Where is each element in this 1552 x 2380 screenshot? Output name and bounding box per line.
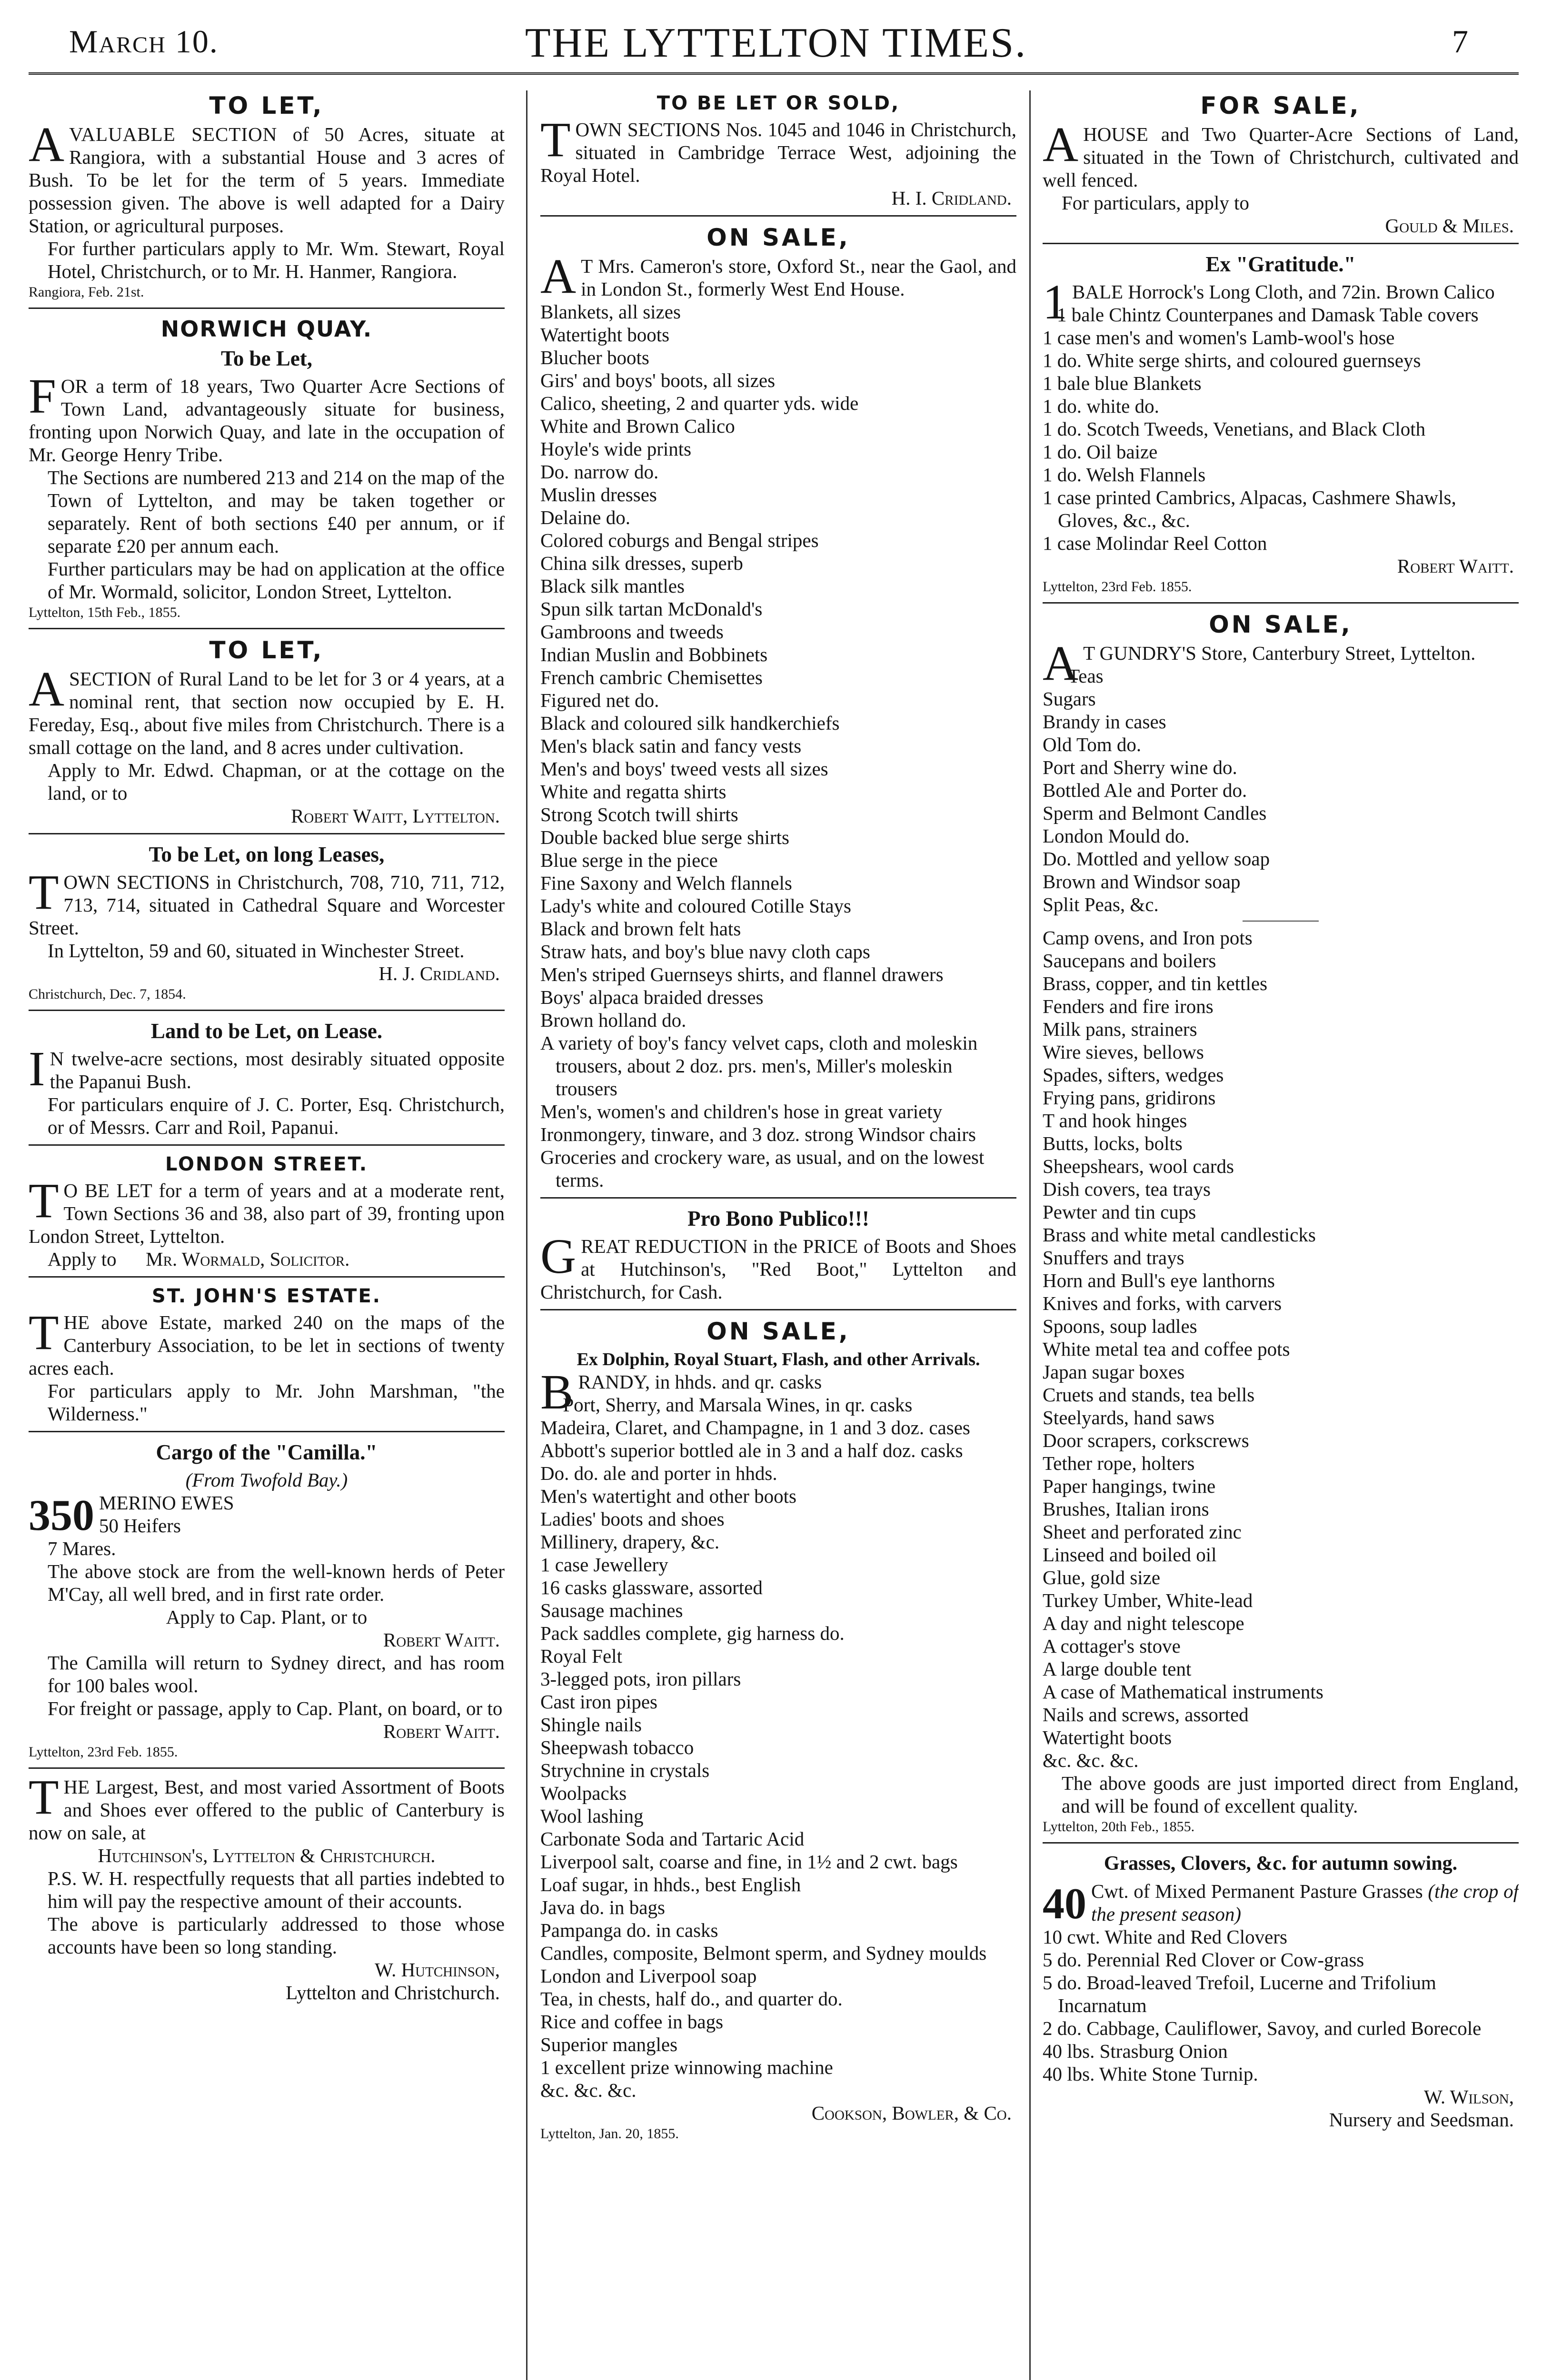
advert-rule [540,1197,1016,1199]
list-item: Port, Sherry, and Marsala Wines, in qr. casks [563,1394,913,1416]
list-item: Men's watertight and other boots [540,1485,797,1507]
list-item: Shingle nails [540,1714,642,1735]
advert-rule [29,1767,505,1769]
advert-rule [1043,1842,1519,1844]
list-item: Carbonate Soda and Tartaric Acid [540,1828,805,1850]
list-item: Superior mangles [540,2033,678,2055]
drop-cap: 1 [1043,275,1067,329]
list-item: Wire sieves, bellows [1043,1041,1204,1063]
advert-heading: Cargo of the "Camilla." [156,1440,378,1464]
advert-body: The Sections are numbered 213 and 214 on the map of the Town of Lyttelton, and may be taken together or separately. Rent of both sections £40 per annum, or if separate £20 per annum each. [48,466,505,557]
list-item: Java do. in bags [540,1896,665,1918]
stock-line: MERINO EWES [99,1492,234,1514]
list-item: Colored coburgs and Bengal stripes [540,529,819,551]
advert-land-lease [29,1018,505,1139]
advert-signature: Robert Waitt. [383,1720,500,1742]
list-item: Steelyards, hand saws [1043,1407,1214,1428]
advert-body: Further particulars may be had on application at the office of Mr. Wormald, solicitor, London Street, Lyttelton. [48,558,505,603]
advert-heading: ST. JOHN'S ESTATE. [152,1285,381,1307]
advert-rule [29,1144,505,1146]
list-item: London Mould do. [1043,825,1190,847]
list-item: Dish covers, tea trays [1043,1178,1211,1200]
column-1 [29,90,505,2380]
list-item: Delaine do. [540,506,630,528]
advert-cameron-store [540,223,1016,1191]
advert-rule [1043,602,1519,604]
list-item: Spades, sifters, wedges [1043,1064,1224,1086]
advert-hutchinson-boots [29,1770,505,2004]
advert-signature: Cookson, Bowler, & Co. [811,2102,1012,2124]
list-item: Fine Saxony and Welch flannels [540,872,792,894]
list-item: Men's black satin and fancy vests [540,735,802,757]
list-item: Wool lashing [540,1805,644,1827]
list-item: Brown holland do. [540,1009,686,1031]
list-item: 1 do. Welsh Flannels [1043,464,1206,486]
advert-pro-bono-publico [540,1205,1016,1303]
list-item: Calico, sheeting, 2 and quarter yds. wide [540,392,859,414]
advert-body: For particulars apply to Mr. John Marshman, "the Wilderness." [48,1380,505,1425]
list-item: 1 do. White serge shirts, and coloured guernseys [1043,349,1421,371]
advert-body: HE above Estate, marked 240 on the maps of the Canterbury Association, to be let in sections of twenty acres each. [29,1311,505,1379]
list-item: White and regatta shirts [540,781,726,803]
list-item: 3-legged pots, iron pillars [540,1668,741,1690]
advert-heading: LONDON STREET. [165,1153,368,1175]
list-item: 1 case Jewellery [540,1554,668,1576]
list-divider [1243,921,1319,922]
list-item: Horn and Bull's eye lanthorns [1043,1269,1275,1291]
list-item: Old Tom do. [1043,734,1142,755]
advert-date: Christchurch, Dec. 7, 1854. [29,986,186,1002]
list-item: Woolpacks [540,1782,627,1804]
advert-body: OWN SECTIONS in Christchurch, 708, 710, 711, 712, 713, 714, situated in Cathedral Square and Worcester Street. [29,871,505,939]
advert-signature: W. Wilson, [1423,2086,1514,2108]
list-item: 1 do. white do. [1043,395,1159,417]
advert-rule [29,307,505,309]
column-2 [540,90,1016,2380]
list-item: Pack saddles complete, gig harness do. [540,1622,845,1644]
advert-date: Lyttelton, 23rd Feb. 1855. [1043,579,1192,595]
advert-date: Lyttelton, Jan. 20, 1855. [540,2126,679,2142]
stock-line: 50 Heifers [99,1515,181,1537]
list-item: Madeira, Claret, and Champagne, in 1 and 3 doz. cases [540,1417,970,1438]
goods-list [540,300,1016,1191]
advert-heading: Ex "Gratitude." [1205,252,1356,276]
list-item: 1 do. Scotch Tweeds, Venetians, and Black Cloth [1043,418,1426,440]
advert-for-sale-house [1043,91,1519,237]
list-item: 10 cwt. White and Red Clovers [1043,1926,1287,1948]
advert-cookson-bowler [540,1317,1016,2143]
advert-heading: Pro Bono Publico!!! [687,1207,869,1230]
advert-grasses-clovers [1043,1850,1519,2131]
advert-date: Rangiora, Feb. 21st. [29,284,144,300]
list-item: Spoons, soup ladles [1043,1315,1197,1337]
list-item: Knives and forks, with carvers [1043,1292,1282,1314]
list-item: Pampanga do. in casks [540,1919,718,1941]
list-item: Spun silk tartan McDonald's [540,598,763,620]
list-item: 5 do. Perennial Red Clover or Cow-grass [1043,1949,1364,1971]
drop-cap: A [29,117,65,172]
advert-heading: TO LET, [209,92,324,119]
advert-rule [540,1309,1016,1310]
advert-quantity: 40 [1043,1879,1086,1928]
list-item: A large double tent [1043,1658,1192,1680]
list-item: Camp ovens, and Iron pots [1043,927,1253,949]
list-item: Hoyle's wide prints [540,438,692,460]
advert-to-be-let-or-sold [540,91,1016,209]
advert-signature: Robert Waitt, Lyttelton. [291,805,500,827]
list-item: Pewter and tin cups [1043,1201,1196,1223]
drop-cap: B [540,1365,574,1419]
advert-note: (the crop of the present season) [1091,1880,1519,1925]
advert-date: Lyttelton, 23rd Feb. 1855. [29,1744,178,1760]
advert-camilla-cargo [29,1439,505,1762]
list-item: Rice and coffee in bags [540,2011,724,2033]
advert-body: T GUNDRY'S Store, Canterbury Street, Lyttelton. [1083,642,1476,664]
advert-rural-land [29,636,505,827]
advert-body: OR a term of 18 years, Two Quarter Acre Sections of Town Land, advantageously situate for business, fronting upon Norwich Quay, and late in the occupation of Mr. George Henry Tribe. [29,375,505,466]
list-item: 16 casks glassware, assorted [540,1577,763,1598]
advert-rule [29,1431,505,1432]
advert-body: For particulars enquire of J. C. Porter, Esq. Christchurch, or of Messrs. Carr and Roil, Papanui. [48,1093,505,1138]
advert-gundry-store [1043,610,1519,1836]
column-rule [526,90,527,2380]
list-item: Figured net do. [540,689,659,711]
advert-body: P.S. W. H. respectfully requests that all parties indebted to him will pay the respective amount of their accounts. [48,1867,505,1912]
goods-list [1043,664,1519,916]
advert-body: The Camilla will return to Sydney direct, and has room for 100 bales wool. [48,1652,505,1696]
list-item: Cast iron pipes [540,1691,657,1713]
advert-to-let-rangiora [29,91,505,302]
advert-body: O BE LET for a term of years and at a moderate rent, Town Sections 36 and 38, also part of 39, fronting upon London Street, Lyttelton. [29,1180,505,1247]
advert-signature: Gould & Miles. [1385,215,1514,237]
list-item: Sheepshears, wool cards [1043,1155,1234,1177]
list-item: Loaf sugar, in hhds., best English [540,1874,801,1895]
list-item: Japan sugar boxes [1043,1361,1185,1383]
list-item: Ironmongery, tinware, and 3 doz. strong Windsor chairs [540,1123,976,1145]
goods-list [540,1393,1016,2102]
advert-heading: Grasses, Clovers, &c. for autumn sowing. [1104,1853,1458,1874]
list-item: Black silk mantles [540,575,685,597]
advert-body: Apply to Mr. Edwd. Chapman, or at the cottage on the land, or to [48,759,505,804]
advert-rule [29,628,505,629]
list-item: Double backed blue serge shirts [540,826,789,848]
newspaper-title: THE LYTTELTON TIMES. [525,20,1027,66]
list-item: Split Peas, &c. [1043,893,1159,915]
stock-line: 7 Mares. [48,1537,116,1559]
list-item: Boys' alpaca braided dresses [540,986,764,1008]
masthead [0,0,1552,71]
advert-rule [540,215,1016,217]
list-item: Brandy in cases [1043,711,1166,733]
goods-list [1043,926,1519,1772]
advert-signature: Robert Waitt. [1397,555,1514,577]
advert-signature: H. I. Cridland. [891,187,1012,209]
list-item: Strong Scotch twill shirts [540,803,738,825]
list-item: Sheet and perforated zinc [1043,1521,1242,1543]
advert-rule [1043,243,1519,244]
advert-body: N twelve-acre sections, most desirably situated opposite the Papanui Bush. [50,1048,505,1092]
list-item: Black and coloured silk handkerchiefs [540,712,840,734]
advert-body: In Lyttelton, 59 and 60, situated in Winchester Street. [48,940,465,962]
advert-rule [29,1010,505,1011]
advert-date: Lyttelton, 15th Feb., 1855. [29,605,181,620]
drop-cap: T [29,1770,59,1825]
list-item: Strychnine in crystals [540,1759,710,1781]
advert-apply: Apply to [48,1248,117,1270]
advert-body: T Mrs. Cameron's store, Oxford St., near the Gaol, and in London St., formerly West End House. [581,255,1016,300]
advert-body: For freight or passage, apply to Cap. Plant, on board, or to [48,1697,503,1719]
list-item: Glue, gold size [1043,1567,1161,1588]
column-rule [1029,90,1031,2380]
list-item: Tea, in chests, half do., and quarter do. [540,1988,843,2010]
list-item: Royal Felt [540,1645,622,1667]
list-item: White metal tea and coffee pots [1043,1338,1290,1360]
advert-signature: H. J. Cridland. [378,962,500,984]
advert-signature: W. Hutchinson, [375,1959,500,1981]
advert-body: For particulars, apply to [1062,192,1249,214]
advert-heading: ON SALE, [706,224,850,251]
drop-cap: T [29,1305,59,1360]
list-item: T and hook hinges [1043,1110,1187,1131]
list-item: White and Brown Calico [540,415,735,437]
list-item: 5 do. Broad-leaved Trefoil, Lucerne and Trifolium Incarnatum [1043,1972,1436,2016]
list-item: Saucepans and boilers [1043,950,1216,972]
advert-heading: ON SALE, [1209,611,1353,638]
advert-ex-gratitude [1043,251,1519,596]
list-item: Liverpool salt, coarse and fine, in 1½ and 2 cwt. bags [540,1851,958,1873]
advert-signature: Lyttelton and Christchurch. [286,1982,500,2003]
list-item: A day and night telescope [1043,1612,1244,1634]
list-item: Abbott's superior bottled ale in 3 and a half doz. casks [540,1439,963,1461]
list-item: Brass and white metal candlesticks [1043,1224,1316,1246]
list-item: Black and brown felt hats [540,918,741,940]
drop-cap: A [540,249,577,304]
list-item: Brown and Windsor soap [1043,871,1241,892]
advert-rule [29,833,505,834]
list-item: Blue serge in the piece [540,849,718,871]
list-item: Blankets, all sizes [540,301,681,323]
lead-words: VALUABLE SECTION [69,123,278,145]
advert-body: For further particulars apply to Mr. Wm. Stewart, Royal Hotel, Christchurch, or to Mr. H. Hanmer, Rangiora. [48,238,505,282]
list-item: Candles, composite, Belmont sperm, and Sydney moulds [540,1942,987,1964]
list-item: Tether rope, holters [1043,1452,1195,1474]
list-item: A cottager's stove [1043,1635,1181,1657]
advert-heading: Land to be Let, on Lease. [150,1019,383,1043]
list-item: Fenders and fire irons [1043,995,1214,1017]
list-item: Muslin dresses [540,484,657,506]
advert-heading: FOR SALE, [1200,92,1361,119]
list-item: Blucher boots [540,347,649,368]
advert-subheading: To be Let, [220,347,313,370]
advert-place: Hutchinson's, Lyttelton & Christchurch. [98,1844,436,1866]
list-item: Sausage machines [540,1599,683,1621]
drop-cap: G [540,1229,577,1284]
goods-list [1043,1925,1519,2085]
list-item: Watertight boots [540,324,670,346]
advert-signature: Nursery and Seedsman. [1329,2109,1514,2131]
advert-body: The above is particularly addressed to those whose accounts have been so long standing. [48,1913,505,1958]
list-item: Snuffers and trays [1043,1247,1184,1269]
drop-cap: A [1043,117,1079,172]
list-item: Do. Mottled and yellow soap [1043,848,1270,870]
list-item: Nails and screws, assorted [1043,1704,1249,1726]
drop-cap: T [540,112,571,167]
advert-body: OWN SECTIONS Nos. 1045 and 1046 in Christchurch, situated in Cambridge Terrace West, adjoining the Royal Hotel. [540,119,1016,186]
list-item: Watertight boots [1043,1726,1172,1748]
list-item: Do. do. ale and porter in hhds. [540,1462,777,1484]
list-item: Milk pans, strainers [1043,1018,1197,1040]
advert-signature: Mr. Wormald, Solicitor. [146,1248,350,1270]
advert-body: The above stock are from the well-known herds of Peter M'Cay, all well bred, and in first rate order. [48,1560,505,1605]
list-item: Door scrapers, corkscrews [1043,1429,1249,1451]
list-item: China silk dresses, superb [540,552,743,574]
list-item: Teas [1068,665,1104,687]
list-item: Sperm and Belmont Candles [1043,802,1267,824]
drop-cap: T [29,865,59,920]
list-item: Girs' and boys' boots, all sizes [540,369,776,391]
list-item: Groceries and crockery ware, as usual, and on the lowest terms. [540,1146,985,1191]
advert-subheading: Ex Dolphin, Royal Stuart, Flash, and other Arrivals. [577,1349,980,1369]
advert-date: Lyttelton, 20th Feb., 1855. [1043,1819,1195,1835]
list-item: Straw hats, and boy's blue navy cloth caps [540,941,870,962]
drop-cap: F [29,369,56,424]
list-item: Millinery, drapery, &c. [540,1531,720,1553]
list-item: London and Liverpool soap [540,1965,757,1987]
advert-body: Cwt. of Mixed Permanent Pasture Grasses [1091,1880,1423,1902]
list-item: Sheepwash tobacco [540,1736,694,1758]
list-item: 1 bale Chintz Counterpanes and Damask Table covers [1057,304,1479,326]
list-item: Sugars [1043,688,1096,710]
list-item: 1 case printed Cambrics, Alpacas, Cashmere Shawls, Gloves, &c., &c. [1043,486,1456,531]
advert-body: REAT REDUCTION in the PRICE of Boots and Shoes at Hutchinson's, "Red Boot," Lyttelton and Christchurch, for Cash. [540,1235,1016,1303]
list-item: Turkey Umber, White-lead [1043,1589,1253,1611]
advert-body: SECTION of Rural Land to be let for 3 or 4 years, at a nominal rent, that section now occupied by E. H. Fereday, Esq., about five miles from Christchurch. There is a small cottage on the land, and 8 acres under cultivation. [29,668,505,758]
list-item: Linseed and boiled oil [1043,1544,1217,1566]
masthead-rule [29,72,1519,75]
list-item: Indian Muslin and Bobbinets [540,644,768,665]
list-item: Brass, copper, and tin kettles [1043,972,1268,994]
advert-body: HOUSE and Two Quarter-Acre Sections of Land, situated in the Town of Christchurch, cultivated and well fenced. [1043,123,1519,191]
list-item: 1 do. Oil baize [1043,441,1158,463]
list-item: French cambric Chemisettes [540,666,763,688]
column-3 [1043,90,1519,2380]
advert-body: of 50 Acres, situate at Rangiora, with a substantial House and 3 acres of Bush. To be let for the term of 5 years. Immediate possession given. The above is well adapted for a Dairy Station, or agricultural purposes. [29,123,505,237]
advert-body: HE Largest, Best, and most varied Assortment of Boots and Shoes ever offered to the public of Canterbury is now on sale, at [29,1776,505,1844]
list-item: Men's and boys' tweed vests all sizes [540,758,828,780]
list-item: &c. &c. &c. [1043,1749,1139,1771]
drop-cap: T [29,1173,59,1228]
page-number: 7 [1452,23,1468,60]
list-item: 1 excellent prize winnowing machine [540,2056,833,2078]
advert-heading: ON SALE, [706,1318,850,1345]
advert-rule [29,1276,505,1278]
goods-list [1043,303,1519,555]
advert-apply: Apply to Cap. Plant, or to [166,1606,368,1628]
list-item: 40 lbs. Strasburg Onion [1043,2040,1228,2062]
list-item: 1 case Molindar Reel Cotton [1043,532,1267,554]
list-item: Paper hangings, twine [1043,1475,1216,1497]
list-item: Butts, locks, bolts [1043,1132,1183,1154]
advert-body: The above goods are just imported direct from England, and will be found of excellent quality. [1062,1772,1519,1817]
list-item: A variety of boy's fancy velvet caps, cloth and moleskin trousers, about 2 doz. prs. men's, Miller's moleskin trousers [540,1032,978,1100]
advert-london-street [29,1152,505,1270]
drop-cap: A [29,662,65,716]
advert-heading: TO BE LET OR SOLD, [657,92,900,114]
list-item: &c. &c. &c. [540,2079,637,2101]
advert-signature: Robert Waitt. [383,1629,500,1651]
masthead-date: March 10. [69,23,219,60]
list-item: Gambroons and tweeds [540,621,724,643]
list-item: Port and Sherry wine do. [1043,756,1237,778]
list-item: Men's striped Guernseys shirts, and flannel drawers [540,963,944,985]
list-item: 2 do. Cabbage, Cauliflower, Savoy, and curled Borecole [1043,2017,1482,2039]
advert-long-leases [29,841,505,1004]
list-item: Frying pans, gridirons [1043,1087,1216,1109]
list-item: Ladies' boots and shoes [540,1508,725,1530]
list-item: Lady's white and coloured Cotille Stays [540,895,852,917]
drop-cap: A [1043,636,1079,691]
advert-quantity: 350 [29,1491,94,1539]
list-item: Brushes, Italian irons [1043,1498,1209,1520]
advert-body: BALE Horrock's Long Cloth, and 72in. Brown Calico [1072,281,1495,303]
list-item: 40 lbs. White Stone Turnip. [1043,2063,1258,2085]
advert-norwich-quay [29,316,505,622]
list-item: Bottled Ale and Porter do. [1043,779,1247,801]
list-item: 1 case men's and women's Lamb-wool's hose [1043,327,1395,348]
list-item: 1 bale blue Blankets [1043,372,1202,394]
advert-heading: To be Let, on long Leases, [149,843,385,866]
drop-cap: I [29,1041,45,1096]
advert-body: RANDY, in hhds. and qr. casks [578,1371,822,1393]
advert-subheading: (From Twofold Bay.) [185,1469,348,1491]
advert-heading: TO LET, [209,636,324,664]
advert-heading: NORWICH QUAY. [160,316,373,342]
list-item: A case of Mathematical instruments [1043,1681,1323,1703]
list-item: Men's, women's and children's hose in great variety [540,1101,943,1122]
list-item: Do. narrow do. [540,461,659,483]
advert-st-johns-estate [29,1284,505,1425]
list-item: Cruets and stands, tea bells [1043,1384,1255,1406]
